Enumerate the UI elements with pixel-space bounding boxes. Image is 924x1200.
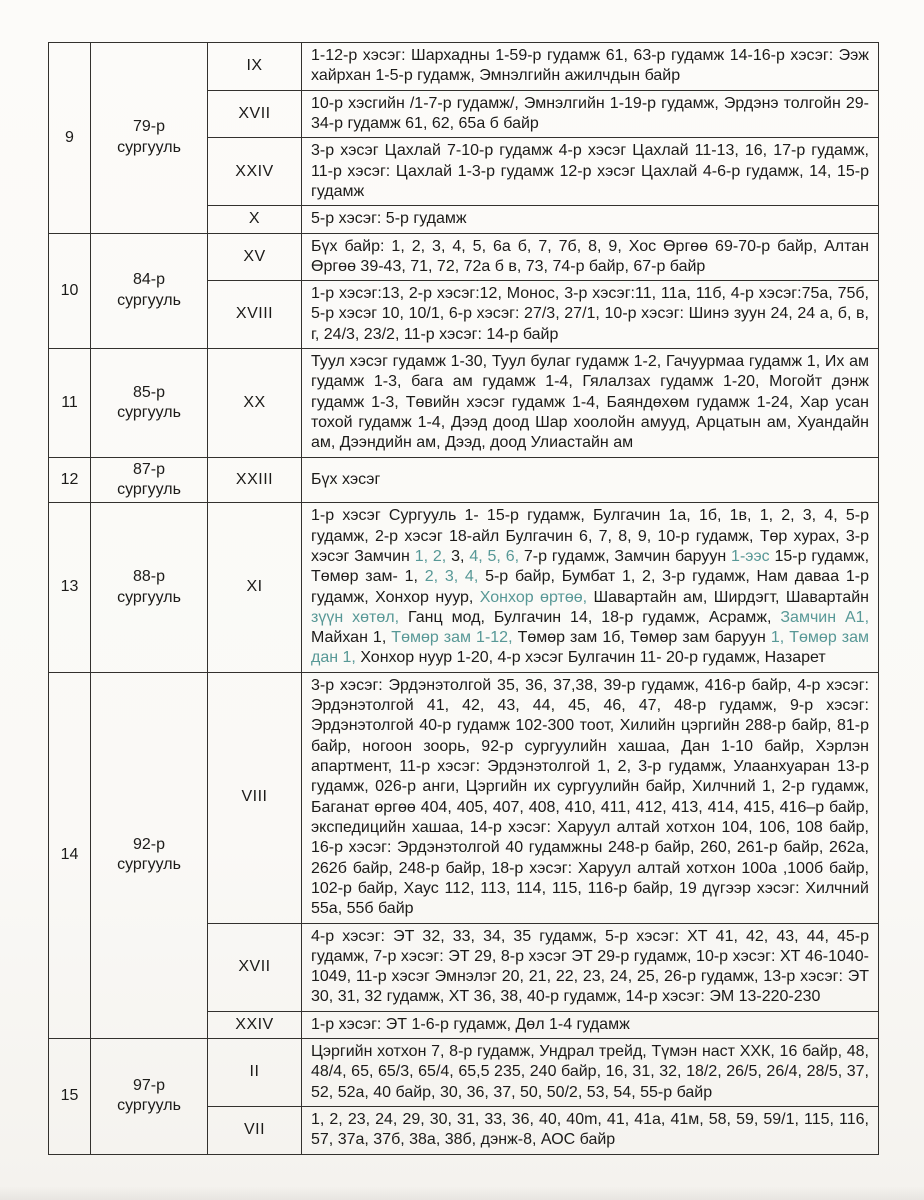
area-description-cell: 1-12-р хэсэг: Шархадны 1-59-р гудамж 61, 63-р гудамж 14-16-р хэсэг: Ээж хайрхан 1-5-р гудамж, Эмнэлгийн ажилчдын байр [302, 43, 879, 91]
khoroo-code-cell: XXIII [208, 457, 302, 503]
khoroo-code-cell: XVII [208, 90, 302, 138]
area-description-cell: Цэргийн хотхон 7, 8-р гудамж, Ундрал трейд, Түмэн наст ХХК, 16 байр, 48, 48/4, 65, 65/3, 65/4, 65,5 235, 240 байр, 16, 31, 32, 18/2, 26/5, 26/4, 28/5, 37, 52, 52а, 40 байр, 30, 36, 37, 50, 50/2, 53, 54, 55-р байр [302, 1039, 879, 1107]
khoroo-code-cell: XXIV [208, 138, 302, 206]
area-description-cell: Бүх хэсэг [302, 457, 879, 503]
area-description-cell: 1-р хэсэг:13, 2-р хэсэг:12, Монос, 3-р хэсэг:11, 11а, 11б, 4-р хэсэг:75а, 75б, 5-р хэсэг 10, 10/1, 6-р хэсэг: 27/3, 27/1, 10-р хэсэг: Шинэ зуун 24, 24 а, б, в, г, 24/3, 23/2, 11-р хэсэг: 14-р байр [302, 281, 879, 349]
row-number-cell: 14 [49, 672, 91, 1038]
school-name: 92-р сургууль [117, 836, 181, 874]
area-description-cell: 1, 2, 23, 24, 29, 30, 31, 33, 36, 40, 40m, 41, 41а, 41м, 58, 59, 59/1, 115, 116, 57, 37а, 37б, 38а, 38б, дэнж-8, АОС байр [302, 1107, 879, 1155]
khoroo-code-cell: VII [208, 1107, 302, 1155]
row-number-cell: 15 [49, 1039, 91, 1155]
row-number-cell: 13 [49, 503, 91, 673]
khoroo-code-cell: X [208, 206, 302, 233]
area-description-cell: Туул хэсэг гудамж 1-30, Туул булаг гудамж 1-2, Гачуурмаа гудамж 1, Их ам гудамж 1-3, бага ам гудамж 1-4, Гялалзах гудамж 1-20, Могойт дэнж гудамж 1-3, Төвийн хэсэг гудамж 1-4, Баяндөхөм гудамж 1-24, Хар усан тохой гудамж 1-4, Дээд доод Шар хоолойн амууд, Арцатын ам, Хуандайн ам, Дээндийн ам, Дээд, доод Улиастайн ам [302, 349, 879, 458]
khoroo-code-cell: IX [208, 43, 302, 91]
school-cell [91, 233, 208, 349]
school-catchment-table [48, 42, 879, 1155]
khoroo-code-cell: VIII [208, 672, 302, 923]
table-row [49, 1039, 879, 1107]
area-description-cell: Бүх байр: 1, 2, 3, 4, 5, 6а б, 7, 7б, 8, 9, Хос Өргөө 69-70-р байр, Алтан Өргөө 39-43, 71, 72, 72а б в, 73, 74-р байр, 67-р байр [302, 233, 879, 281]
school-name: 88-р сургууль [117, 568, 181, 606]
area-description-cell: 1-р хэсэг: ЭТ 1-6-р гудамж, Дөл 1-4 гудамж [302, 1011, 879, 1038]
area-description-cell: 4-р хэсэг: ЭТ 32, 33, 34, 35 гудамж, 5-р хэсэг: ХТ 41, 42, 43, 44, 45-р гудамж, 7-р хэсэг: ЭТ 29, 8-р хэсэг ЭТ 29-р гудамж, 10-р хэсэг: ХТ 46-1040-1049, 11-р хэсэг Эмнэлэг 20, 21, 22, 23, 24, 25, 26-р гудамж, 13-р хэсэг: ЭТ 30, 31, 32 гудамж, ХТ 36, 38, 40-р гудамж, 14-р хэсэг: ЭМ 13-220-230 [302, 923, 879, 1011]
row-number-cell: 10 [49, 233, 91, 349]
area-description-cell: 1-р хэсэг Сургууль 1- 15-р гудамж, Булгачин 1а, 1б, 1в, 1, 2, 3, 4, 5-р гудамж, 2-р хэсэг 18-айл Булгачин 6, 7, 8, 9, 10-р гудамж, Төр хурах, 3-р хэсэг Замчин 1, 2, 3, 4, 5, 6, 7-р гудамж, Замчин баруун 1-ээс 15-р гудамж, Төмөр зам- 1, 2, 3, 4, 5-р байр, Бумбат 1, 2, 3-р гудамж, Нам даваа 1-р гудамж, Хонхор нуур, Хонхор өртөө, Шавартайн ам, Ширдэгт, Шавартайн зүүн хөтөл, Ганц мод, Булгачин 14, 18-р гудамж, Асрамж, Замчин А1, Майхан 1, Төмөр зам 1-12, Төмөр зам 1б, Төмөр зам баруун 1, Төмөр зам дан 1, Хонхор нуур 1-20, 4-р хэсэг Булгачин 11- 20-р гудамж, Назарет [302, 503, 879, 673]
row-number-cell: 12 [49, 457, 91, 503]
area-description-cell: 5-р хэсэг: 5-р гудамж [302, 206, 879, 233]
school-name: 79-р сургууль [117, 118, 181, 156]
school-name: 97-р сургууль [117, 1077, 181, 1115]
khoroo-code-cell: XVIII [208, 281, 302, 349]
scan-shadow [0, 1186, 924, 1200]
school-name: 87-р сургууль [117, 460, 181, 498]
row-number-cell: 9 [49, 43, 91, 234]
school-cell [91, 349, 208, 458]
khoroo-code-cell: XXIV [208, 1011, 302, 1038]
school-cell [91, 503, 208, 673]
table-row [49, 503, 879, 673]
table-row [49, 457, 879, 503]
area-description-cell: 3-р хэсэг: Эрдэнэтолгой 35, 36, 37,38, 39-р гудамж, 416-р байр, 4-р хэсэг: Эрдэнэтолгой 41, 42, 43, 44, 45, 46, 47, 48-р гудамж, 9-р хэсэг: Эрдэнэтолгой 40-р гудамж 102-300 тоот, Хилийн цэргийн 288-р байр, 81-р байр, ногоон зоорь, 92-р сургуулийн хашаа, Дан 1-10 байр, Хэрлэн апартмент, 11-р хэсэг: Эрдэнэтолгой 1, 2, 3-р гудамж, Улаанхуаран 13-р гудамж, 026-р анги, Цэргийн их сургуулийн байр, Хилчний 1, 2-р гудамж, Баганат өргөө 404, 405, 407, 408, 410, 411, 412, 413, 414, 415, 416–р байр, экспедицийн хашаа, 14-р хэсэг: Харуул алтай хотхон 104, 106, 108 байр, 16-р хэсэг: Эрдэнэтолгой 40 гудамжны 248-р байр, 260, 261-р байр, 262а, 262б байр, 248-р байр, 18-р хэсэг: Харуул алтай хотхон 100а ,100б байр, 102-р байр, Хаус 112, 113, 114, 115, 116-р байр, 19 дүгээр хэсэг: Хилчний 55а, 55б байр [302, 672, 879, 923]
school-name: 85-р сургууль [117, 383, 181, 421]
table-row [49, 349, 879, 458]
khoroo-code-cell: XX [208, 349, 302, 458]
khoroo-code-cell: II [208, 1039, 302, 1107]
khoroo-code-cell: XI [208, 503, 302, 673]
school-cell [91, 43, 208, 234]
khoroo-code-cell: XV [208, 233, 302, 281]
area-description-cell: 3-р хэсэг Цахлай 7-10-р гудамж 4-р хэсэг Цахлай 11-13, 16, 17-р гудамж, 11-р хэсэг: Цахлай 1-3-р гудамж 12-р хэсэг Цахлай 4-6-р гудамж, 14, 15-р гудамж [302, 138, 879, 206]
table-row [49, 233, 879, 281]
school-cell [91, 672, 208, 1038]
table-row [49, 43, 879, 91]
school-cell [91, 457, 208, 503]
table-row [49, 672, 879, 923]
row-number-cell: 11 [49, 349, 91, 458]
khoroo-code-cell: XVII [208, 923, 302, 1011]
school-name: 84-р сургууль [117, 271, 181, 309]
school-cell [91, 1039, 208, 1155]
area-description-cell: 10-р хэсгийн /1-7-р гудамж/, Эмнэлгийн 1-19-р гудамж, Эрдэнэ толгойн 29-34-р гудамж 61, 62, 65а б байр [302, 90, 879, 138]
